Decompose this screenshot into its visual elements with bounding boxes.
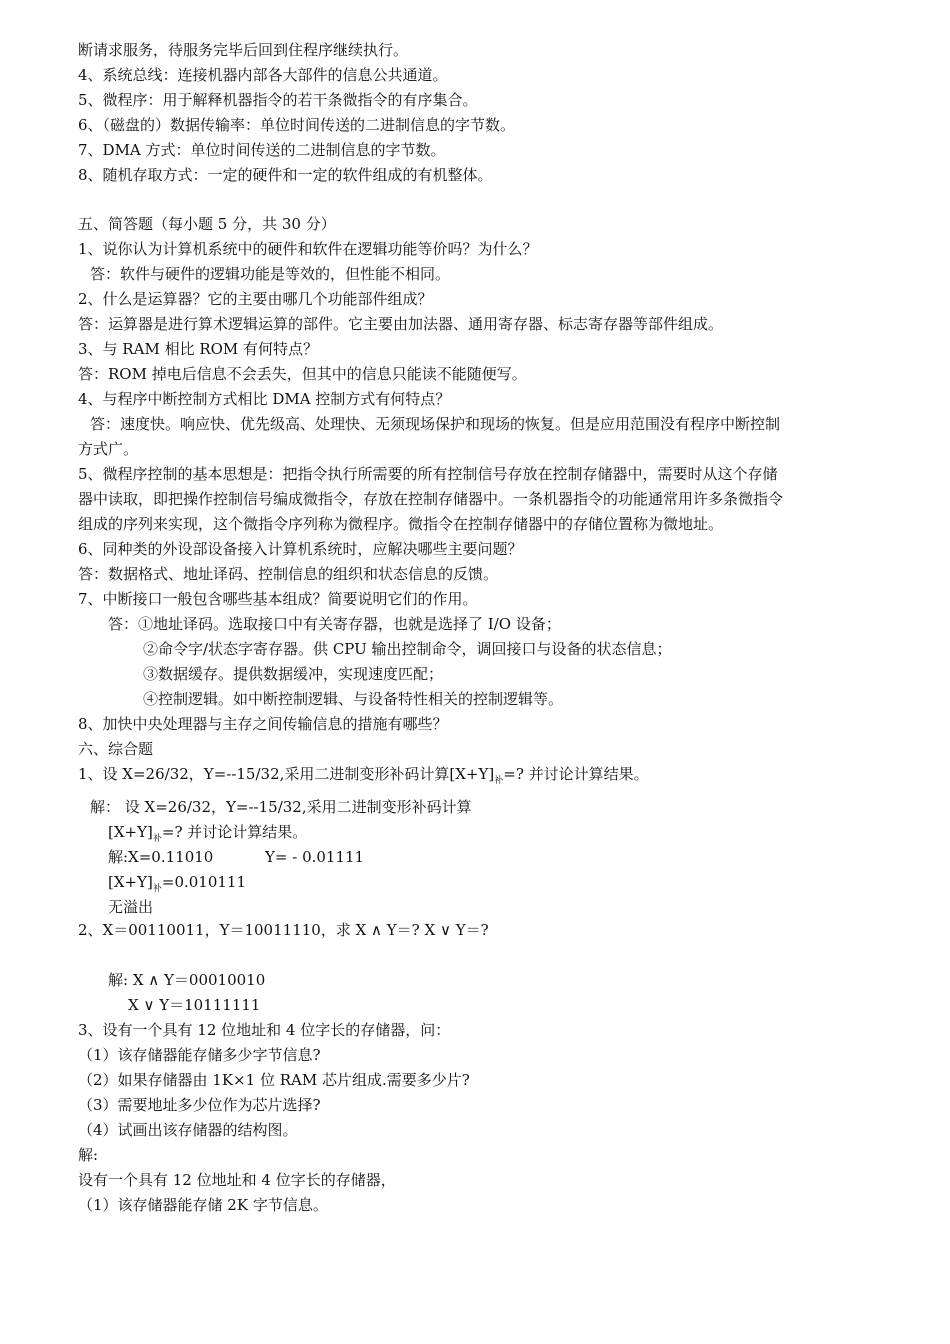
solution: 解： 设 X=26/32，Y=--15/32,采用二进制变形补码计算 — [90, 798, 472, 816]
question: 8、加快中央处理器与主存之间传输信息的措施有哪些？ — [78, 715, 448, 733]
subscript: 补 — [494, 776, 504, 786]
solution-line: 解: X ∧ Y＝00010010 — [108, 971, 266, 989]
section-heading: 六、综合题 — [78, 740, 154, 758]
answer: 答：软件与硬件的逻辑功能是等效的，但性能不相同。 — [90, 265, 451, 283]
question: 6、同种类的外设部设备接入计算机系统时，应解决哪些主要问题？ — [78, 540, 523, 558]
question: 4、与程序中断控制方式相比 DMA 控制方式有何特点？ — [78, 390, 451, 408]
answer: 答：运算器是进行算术逻辑运算的部件。它主要由加法器、通用寄存器、标志寄存器等部件组成。 — [78, 315, 724, 333]
solution-line: X ∨ Y＝10111111 — [128, 996, 261, 1014]
answer-item: ③数据缓存。提供数据缓冲，实现速度匹配； — [143, 665, 444, 683]
answer-item: ④控制逻辑。如中断控制逻辑、与设备特性相关的控制逻辑等。 — [143, 690, 564, 708]
solution-line: （1）该存储器能存储 2K 字节信息。 — [78, 1196, 328, 1214]
text-line: 7、DMA 方式：单位时间传送的二进制信息的字节数。 — [78, 141, 446, 159]
text-segment: =? 并讨论计算结果。 — [503, 765, 649, 783]
question: 3、与 RAM 相比 ROM 有何特点？ — [78, 340, 319, 358]
question — [78, 764, 649, 791]
question-part: （2）如果存储器由 1K×1 位 RAM 芯片组成.需要多少片? — [78, 1071, 470, 1089]
answer: 答：①地址译码。选取接口中有关寄存器，也就是选择了 I/O 设备； — [108, 615, 561, 633]
solution-line — [108, 872, 246, 899]
text-line: 组成的序列来实现，这个微指令序列称为微程序。微指令在控制存储器中的存储位置称为微地址。 — [78, 515, 724, 533]
solution-line: 设有一个具有 12 位地址和 4 位字长的存储器， — [78, 1171, 396, 1189]
solution-line: Y= - 0.01111 — [265, 848, 365, 866]
subscript: 补 — [152, 884, 162, 894]
question-part: （4）试画出该存储器的结构图。 — [78, 1121, 298, 1139]
solution-label: 解: — [78, 1146, 99, 1164]
question: 2、X＝00110011，Y＝10011110，求 X ∧ Y＝? X ∨ Y＝? — [78, 921, 489, 939]
solution-line: 解:X=0.11010 — [108, 848, 214, 866]
text-line: 器中读取，即把操作控制信号编成微指令，存放在控制存储器中。一条机器指令的功能通常用许多条微指令 — [78, 490, 784, 508]
text-line: 断请求服务，待服务完毕后回到住程序继续执行。 — [78, 41, 409, 59]
answer-continued: 方式广。 — [78, 440, 139, 458]
solution-line — [108, 822, 307, 849]
text-line: 6、（磁盘的）数据传输率：单位时间传送的二进制信息的字节数。 — [78, 116, 516, 134]
text-line: 4、系统总线：连接机器内部各大部件的信息公共通道。 — [78, 66, 448, 84]
question: 1、说你认为计算机系统中的硬件和软件在逻辑功能等价吗？为什么？ — [78, 240, 538, 258]
answer: 答：ROM 掉电后信息不会丢失，但其中的信息只能读不能随便写。 — [78, 365, 527, 383]
text-segment: [X+Y] — [108, 823, 153, 841]
question: 5、微程序控制的基本思想是：把指令执行所需要的所有控制信号存放在控制存储器中，需要时从这个存储 — [78, 465, 778, 483]
text-line: 8、随机存取方式：一定的硬件和一定的软件组成的有机整体。 — [78, 166, 493, 184]
question-part: （1）该存储器能存储多少字节信息? — [78, 1046, 321, 1064]
answer: 答：数据格式、地址译码、控制信息的组织和状态信息的反馈。 — [78, 565, 499, 583]
solution-line: 无溢出 — [108, 898, 154, 916]
answer: 答：速度快。响应快、优先级高、处理快、无须现场保护和现场的恢复。但是应用范围没有程序中断控制 — [90, 415, 781, 433]
section-heading: 五、简答题（每小题 5 分，共 30 分） — [78, 215, 336, 233]
question: 7、中断接口一般包含哪些基本组成？简要说明它们的作用。 — [78, 590, 478, 608]
text-segment: =0.010111 — [161, 873, 247, 891]
subscript: 补 — [152, 834, 162, 844]
question: 3、设有一个具有 12 位地址和 4 位字长的存储器，问： — [78, 1021, 451, 1039]
question: 2、什么是运算器？它的主要由哪几个功能部件组成？ — [78, 290, 433, 308]
text-segment: [X+Y] — [108, 873, 153, 891]
question-part: （3）需要地址多少位作为芯片选择? — [78, 1096, 321, 1114]
text-segment: =? 并讨论计算结果。 — [161, 823, 308, 841]
text-segment: 1、设 X=26/32，Y=--15/32,采用二进制变形补码计算[X+Y] — [78, 765, 495, 783]
answer-item: ②命令字/状态字寄存器。供 CPU 输出控制命令，调回接口与设备的状态信息； — [143, 640, 672, 658]
text-line: 5、微程序：用于解释机器指令的若干条微指令的有序集合。 — [78, 91, 478, 109]
